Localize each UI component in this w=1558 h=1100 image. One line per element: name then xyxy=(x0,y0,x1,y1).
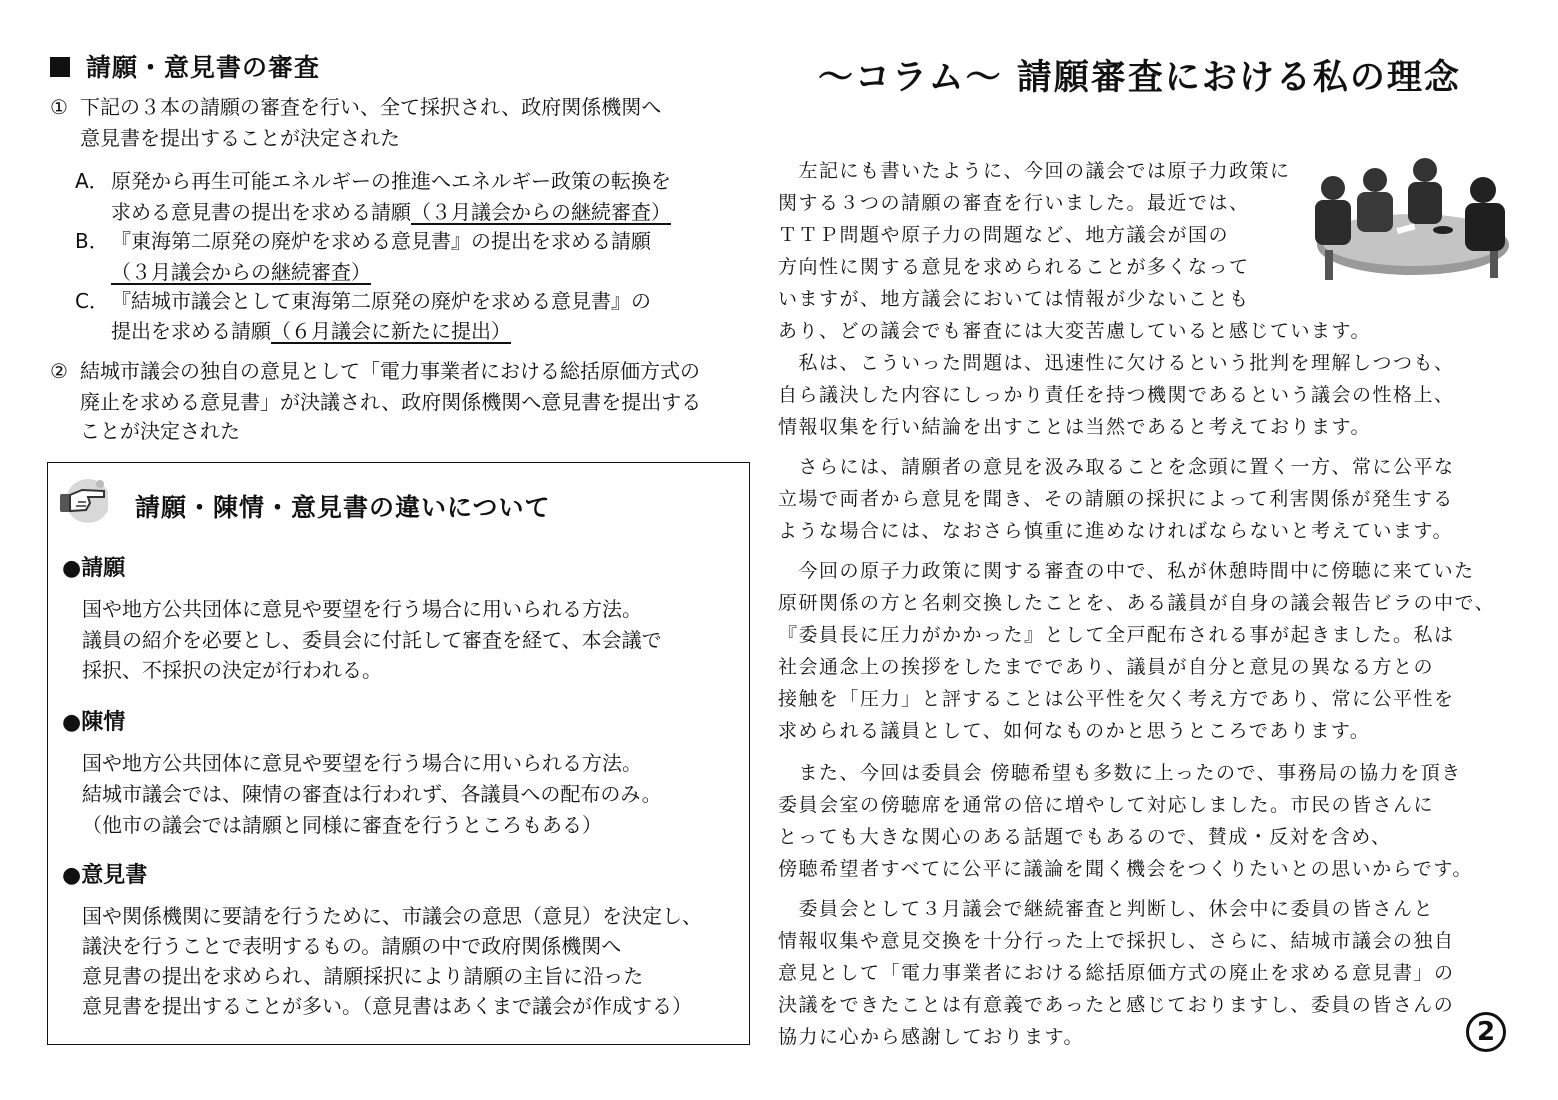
column-paragraph-line: 立場で両者から意見を聞き、その請願の採択によって利害関係が発生する xyxy=(778,488,1454,510)
column-paragraph-line: 傍聴希望者すべてに公平に議論を聞く機会をつくりたいとの思いからです。 xyxy=(778,858,1473,880)
page-number: 2 xyxy=(1466,1012,1506,1052)
column-paragraph-line: 委員会室の傍聴席を通常の倍に増やして対応しました。市民の皆さんに xyxy=(778,794,1435,816)
column-paragraph-line: とっても大きな関心のある話題でもあるので、賛成・反対を含め、 xyxy=(778,826,1392,848)
column-paragraph-line: 意見として「電力事業者における総括原価方式の廃止を求める意見書」の xyxy=(778,962,1455,984)
section-opinion-line: 国や関係機関に要請を行うために、市議会の意思（意見）を決定し、 xyxy=(82,904,702,928)
petition-c-line: 提出を求める請願（６月議会に新たに提出） xyxy=(111,319,511,343)
petition-c-marker: C． xyxy=(75,289,109,313)
petition-a-marker: A． xyxy=(75,169,109,193)
column-paragraph-line: いますが、地方議会においては情報が少ないことも xyxy=(778,288,1250,310)
column-paragraph-line: また、今回は委員会 傍聴希望も多数に上ったので、事務局の協力を頂き xyxy=(778,762,1462,784)
section-opinion-title: ●意見書 xyxy=(62,863,148,888)
section-opinion-line: 意見書の提出を求められ、請願採択により請願の主旨に沿った xyxy=(82,964,644,988)
column-paragraph-line: 原研関係の方と名刺交換したことを、ある議員が自身の議会報告ビラの中で、 xyxy=(778,592,1496,614)
column-paragraph-line: 私は、こういった問題は、迅速性に欠けるという批判を理解しつつも、 xyxy=(778,352,1455,374)
column-paragraph-line: 社会通念上の挨拶をしたまでであり、議員が自分と意見の異なる方との xyxy=(778,656,1435,678)
item-2-line: 結城市議会の独自の意見として「電力事業者における総括原価方式の xyxy=(80,359,700,383)
column-paragraph-line: ような場合には、なおさら慎重に進めなければならないと考えています。 xyxy=(778,520,1453,542)
column-paragraph-line: あり、どの議会でも審査には大変苦慮していると感じています。 xyxy=(778,320,1371,342)
item-1-marker: ① xyxy=(50,95,68,119)
column-paragraph-line: 協力に心から感謝しております。 xyxy=(778,1026,1084,1048)
column-paragraph-line: 方向性に関する意見を求められることが多くなって xyxy=(778,256,1250,278)
item-1-line: 下記の３本の請願の審査を行い、全て採択され、政府関係機関へ xyxy=(80,95,662,119)
section-opinion-line: 意見書を提出することが多い。（意見書はあくまで議会が作成する） xyxy=(82,994,692,1018)
column-paragraph-line: さらには、請願者の意見を汲み取ることを念頭に置く一方、常に公平な xyxy=(778,456,1455,478)
column-paragraph-line: 今回の原子力政策に関する審査の中で、私が休憩時間中に傍聴に来ていた xyxy=(778,560,1475,582)
column-paragraph-line: 関する３つの請願の審査を行いました。最近では、 xyxy=(778,192,1250,214)
column-paragraph-line: 求められる議員として、如何なものかと思うところであります。 xyxy=(778,720,1371,742)
section-opinion-line: 議決を行うことで表明するもの。請願の中で政府関係機関へ xyxy=(82,934,622,958)
section-appeal-line: 結城市議会では、陳情の審査は行われず、各議員への配布のみ。 xyxy=(82,782,662,806)
info-box-title: 請願・陳情・意見書の違いについて xyxy=(135,493,551,522)
column-paragraph-line: 接触を「圧力」と評することは公平性を欠く考え方であり、常に公平性を xyxy=(778,688,1455,710)
meeting-people-illustration xyxy=(1305,150,1510,285)
column-paragraph-line: 自ら議決した内容にしっかり責任を持つ機関であるという議会の性格上、 xyxy=(778,384,1455,406)
section-appeal-line: 国や地方公共団体に意見や要望を行う場合に用いられる方法。 xyxy=(82,751,642,775)
petition-a-line: 原発から再生可能エネルギーの推進へエネルギー政策の転換を xyxy=(111,169,671,193)
section-petition-line: 国や地方公共団体に意見や要望を行う場合に用いられる方法。 xyxy=(82,597,642,621)
item-2-line: 廃止を求める意見書」が決議され、政府関係機関へ意見書を提出する xyxy=(80,390,702,414)
section-appeal-line: （他市の議会では請願と同様に審査を行うところもある） xyxy=(82,813,602,837)
column-paragraph-line: ＴＴＰ問題や原子力の問題など、地方議会が国の xyxy=(778,224,1230,246)
item-2-marker: ② xyxy=(50,359,68,383)
section-petition-line: 採択、不採択の決定が行われる。 xyxy=(82,658,382,682)
petition-b-marker: B． xyxy=(75,229,109,253)
section-appeal-title: ●陳情 xyxy=(62,710,126,735)
column-paragraph-line: 情報収集を行い結論を出すことは当然であると考えております。 xyxy=(778,416,1371,438)
petition-a-line: 求める意見書の提出を求める請願（３月議会からの継続審査） xyxy=(111,200,671,224)
column-paragraph-line: 左記にも書いたように、今回の議会では原子力政策に xyxy=(778,160,1291,182)
section-petition-title: ●請願 xyxy=(62,556,126,581)
section-heading: 請願・意見書の審査 xyxy=(50,48,320,84)
section-petition-line: 議員の紹介を必要とし、委員会に付託して審査を経て、本会議で xyxy=(82,628,662,652)
petition-c-line: 『結城市議会として東海第二原発の廃炉を求める意見書』の xyxy=(111,289,651,313)
column-paragraph-line: 決議をできたことは有意義であったと感じておりますし、委員の皆さんの xyxy=(778,994,1455,1016)
pointing-hand-icon xyxy=(56,476,108,526)
column-paragraph-line: 情報収集や意見交換を十分行った上で採択し、さらに、結城市議会の独自 xyxy=(778,930,1455,952)
item-1-line: 意見書を提出することが決定された xyxy=(80,126,400,150)
column-paragraph-line: 『委員長に圧力がかかった』として全戸配布される事が起きました。私は xyxy=(778,624,1455,646)
petition-b-line: 『東海第二原発の廃炉を求める意見書』の提出を求める請願 xyxy=(111,229,651,253)
square-bullet-icon xyxy=(50,57,70,77)
column-title: ～コラム～ 請願審査における私の理念 xyxy=(818,58,1461,98)
item-2-line: ことが決定された xyxy=(80,419,240,443)
column-paragraph-line: 委員会として３月議会で継続審査と判断し、休会中に委員の皆さんと xyxy=(778,898,1435,920)
petition-b-line: （３月議会からの継続審査） xyxy=(111,260,371,284)
